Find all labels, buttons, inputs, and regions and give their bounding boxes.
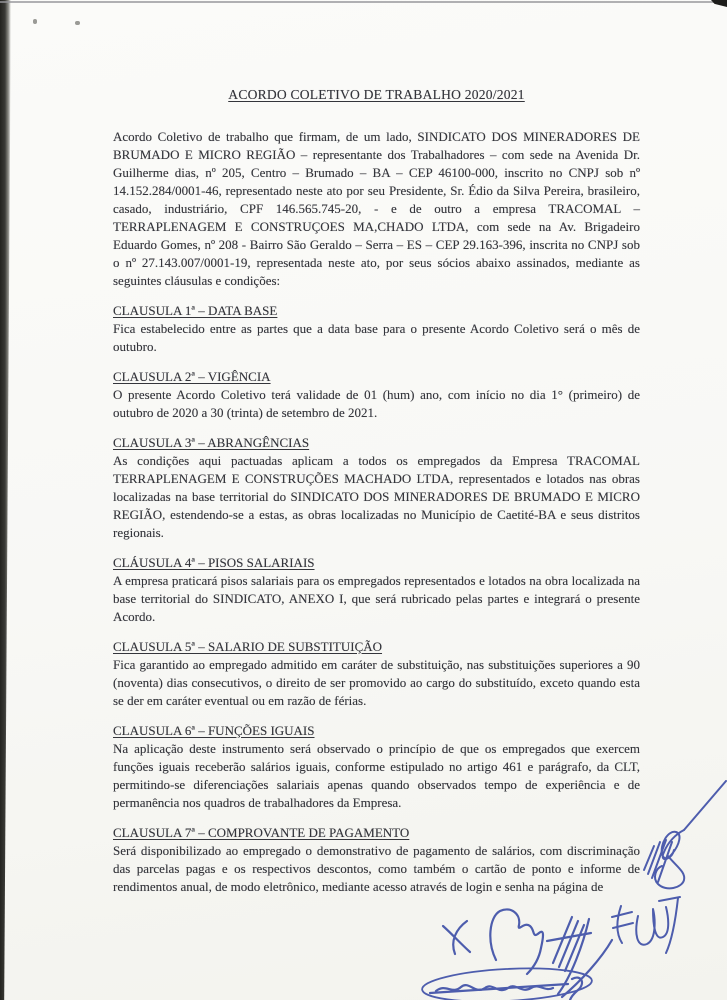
signature-stroke: [558, 919, 589, 994]
signature-stroke: [562, 940, 612, 997]
signature-stroke: [436, 985, 553, 991]
clause-2-body: O presente Acordo Coletivo terá validade de 01 (hum) ano, com início no dia 1° (primeiro) de outubro de 2020 a 30 (trinta) de setembro de 2021.: [113, 387, 640, 420]
document-body: [113, 86, 640, 896]
clause-5: [113, 638, 640, 710]
signature-stroke: [655, 856, 684, 888]
signature-ellipse: [421, 965, 592, 1000]
clause-6-heading: CLAUSULA 6ª – FUNÇÕES IGUAIS: [113, 723, 315, 738]
clause-2-heading: CLAUSULA 2ª – VIGÊNCIA: [113, 369, 271, 384]
clause-7-body: Será disponibilizado ao empregado o demonstrativo de pagamento de salários, com discriminação das parcelas pagas e os respectivos descontos, como também o cartão de ponto e informe de rendimentos anual, de modo eletrônico, mediante acesso através de login e senha na página de: [113, 843, 640, 894]
signature-stroke: [644, 840, 672, 882]
clause-3-body: As condições aqui pactuadas aplicam a todos os empregados da Empresa TRACOMAL TERRAPLENAGEM E CONSTRUÇÕES MACHADO LTDA, representados e lotados nas obras localizadas na base territorial do SINDICATO DOS MINERADORES DE BRUMADO E MICRO REGIÃO, estendendo-se a estas, as obras localizadas no Município de Caetité-BA e seus distritos regionais.: [113, 453, 640, 540]
signature-stroke: [570, 978, 582, 1000]
signature-ink-bottom-group: [421, 909, 612, 1000]
scan-edge-left: [0, 0, 11, 1000]
clause-6: [113, 722, 640, 812]
signature-stroke: [490, 909, 543, 974]
signature-stroke: [662, 830, 684, 859]
signature-stroke: [547, 917, 591, 971]
clause-3: [113, 434, 640, 542]
clause-7: [113, 824, 640, 896]
clause-4: [113, 554, 640, 626]
clause-1-body: Fica estabelecido entre as partes que a data base para o presente Acordo Coletivo será o mês de outubro.: [113, 321, 640, 354]
scan-corner-mark: [711, 0, 727, 7]
signature-stroke: [443, 921, 470, 954]
signature-stroke: [684, 781, 726, 830]
clause-3-heading: CLAUSULA 3ª – ABRANGÊNCIAS: [113, 435, 310, 450]
scan-speck: [75, 21, 80, 25]
clause-1-heading: CLAUSULA 1ª – DATA BASE: [113, 303, 278, 318]
clause-4-heading: CLÁUSULA 4ª – PISOS SALARIAIS: [113, 555, 315, 570]
clause-6-body: Na aplicação deste instrumento será observado o princípio de que os empregados que exercem funções iguais receberão salários iguais, conforme estipulado no artigo 461 e parágrafo, da CLT, permitindo-se diferenciações salariais apenas quando observados tempo de experiência e de permanência nos quadros de trabalhadores da Empresa.: [113, 741, 640, 810]
signature-stroke: [636, 907, 668, 945]
clause-2: [113, 368, 640, 422]
scan-edge-top: [0, 1, 727, 3]
clause-5-body: Fica garantido ao empregado admitido em caráter de substituição, nas substituições superiores a 90 (noventa) dias consecutivos, o direito de ser promovido ao cargo do substituído, exceto quando esta se der em caráter eventual ou em razão de férias.: [113, 657, 640, 708]
intro-paragraph: Acordo Coletivo de trabalho que firmam, de um lado, SINDICATO DOS MINERADORES DE BRUMADO E MICRO REGIÃO – representante dos Trabalhadores – com sede na Avenida Dr. Guilherme dias, nº 205, Centro – Brumado – BA – CEP 46100-000, inscrito no CNPJ sob nº 14.152.284/0001-46, representado neste ato por seu Presidente, Sr. Édio da Silva Pereira, brasileiro, casado, industriário, CPF 146.565.745-20, - e de outro a empresa TRACOMAL – TERRAPLENAGEM E CONSTRUÇOES MA,CHADO LTDA, com sede na Av. Brigadeiro Eduardo Gomes, nº 208 - Bairro São Geraldo – Serra – ES – CEP 29.163-396, inscrita no CNPJ sob o nº 27.143.007/0001-19, representada neste ato, por seus sócios abaixo assinados, mediante as seguintes cláusulas e condições:: [113, 129, 640, 288]
clause-7-heading: CLAUSULA 7ª – COMPROVANTE DE PAGAMENTO: [113, 825, 410, 840]
document-title: ACORDO COLETIVO DE TRABALHO 2020/2021: [228, 87, 525, 102]
scan-speck: [33, 19, 37, 24]
clause-5-heading: CLAUSULA 5ª – SALARIO DE SUBSTITUIÇÃO: [113, 639, 383, 654]
clause-1: [113, 302, 640, 356]
signature-stroke: [612, 906, 633, 943]
signature-stroke: [659, 897, 680, 953]
signature-stroke: [430, 984, 568, 993]
clause-4-body: A empresa praticará pisos salariais para os empregados representados e lotados na obra localizada na base territorial do SINDICATO, ANEXO I, que será rubricado pelas partes e integrará o presente Acordo.: [113, 573, 640, 624]
